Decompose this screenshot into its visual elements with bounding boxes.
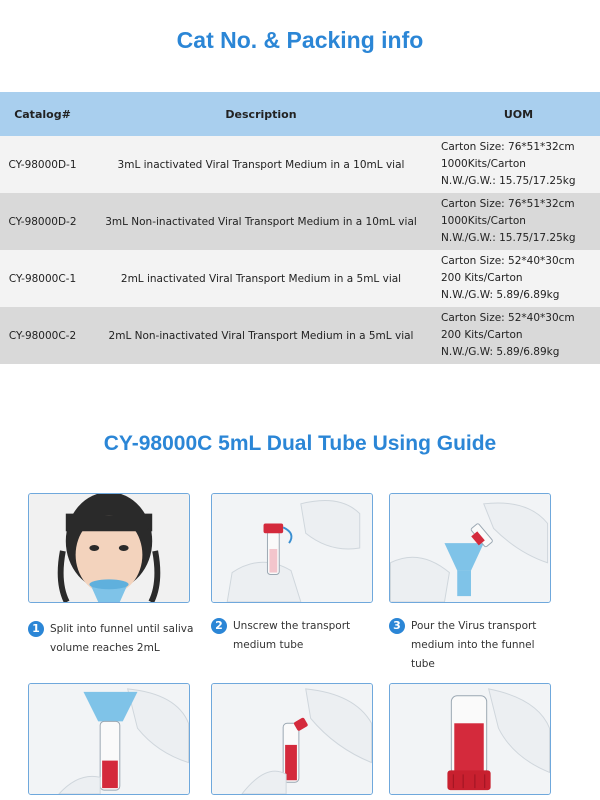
step-2-text: Unscrew the transport medium tube (233, 620, 351, 651)
child-funnel-illustration (29, 494, 189, 602)
photo-unscrew-tube (211, 493, 373, 603)
guide-title: CY-98000C 5mL Dual Tube Using Guide (103, 432, 497, 455)
uom-weight: N.W./G.W: 5.89/6.89kg (441, 289, 560, 301)
unscrew-tube-illustration (212, 494, 372, 602)
table-row (0, 250, 600, 307)
uom-carton-size: Carton Size: 76*51*32cm (441, 141, 575, 153)
pour-medium-illustration (390, 494, 550, 602)
uom-carton-size: Carton Size: 52*40*30cm (441, 312, 575, 324)
photo-child-spitting (28, 493, 190, 603)
step-3-number: 3 (389, 618, 405, 634)
packing-title: Cat No. & Packing info (176, 27, 424, 53)
uom-kits-per-carton: 200 Kits/Carton (441, 329, 523, 341)
step-1 (28, 620, 198, 658)
description-cell: 2mL inactivated Viral Transport Medium in a 5mL vial (85, 250, 437, 307)
step-3 (389, 617, 559, 674)
catalog-cell: CY-98000D-1 (0, 136, 85, 193)
uom-cell (437, 193, 600, 250)
step-3-text: Pour the Virus transport medium into the funnel tube (411, 620, 537, 670)
packing-table (0, 92, 600, 364)
uom-kits-per-carton: 200 Kits/Carton (441, 272, 523, 284)
uom-kits-per-carton: 1000Kits/Carton (441, 215, 526, 227)
catalog-cell: CY-98000C-1 (0, 250, 85, 307)
table-header-row (0, 92, 600, 136)
photo-pour-medium (389, 493, 551, 603)
step-2-number: 2 (211, 618, 227, 634)
description-cell: 2mL Non-inactivated Viral Transport Medium in a 5mL vial (85, 307, 437, 364)
uom-cell (437, 250, 600, 307)
step-1-text: Split into funnel until saliva volume reaches 2mL (50, 623, 194, 654)
uom-weight: N.W./G.W.: 15.75/17.25kg (441, 175, 576, 187)
uom-carton-size: Carton Size: 76*51*32cm (441, 198, 575, 210)
catalog-cell: CY-98000C-2 (0, 307, 85, 364)
filled-tube-illustration (212, 684, 372, 794)
header-uom: UOM (437, 92, 600, 136)
closed-tube-illustration (390, 684, 550, 794)
table-row (0, 307, 600, 364)
uom-kits-per-carton: 1000Kits/Carton (441, 158, 526, 170)
uom-carton-size: Carton Size: 52*40*30cm (441, 255, 575, 267)
catalog-cell: CY-98000D-2 (0, 193, 85, 250)
photo-funnel-on-tube (28, 683, 190, 795)
description-cell: 3mL Non-inactivated Viral Transport Medium in a 10mL vial (85, 193, 437, 250)
uom-weight: N.W./G.W.: 15.75/17.25kg (441, 232, 576, 244)
uom-cell (437, 307, 600, 364)
funnel-on-tube-illustration (29, 684, 189, 794)
table-row (0, 193, 600, 250)
uom-cell (437, 136, 600, 193)
header-description: Description (85, 92, 437, 136)
photo-filled-tube (211, 683, 373, 795)
step-1-number: 1 (28, 621, 44, 637)
description-cell: 3mL inactivated Viral Transport Medium in a 10mL vial (85, 136, 437, 193)
header-catalog: Catalog# (0, 92, 85, 136)
photo-closed-tube (389, 683, 551, 795)
table-row (0, 136, 600, 193)
step-2 (211, 617, 381, 655)
uom-weight: N.W./G.W: 5.89/6.89kg (441, 346, 560, 358)
